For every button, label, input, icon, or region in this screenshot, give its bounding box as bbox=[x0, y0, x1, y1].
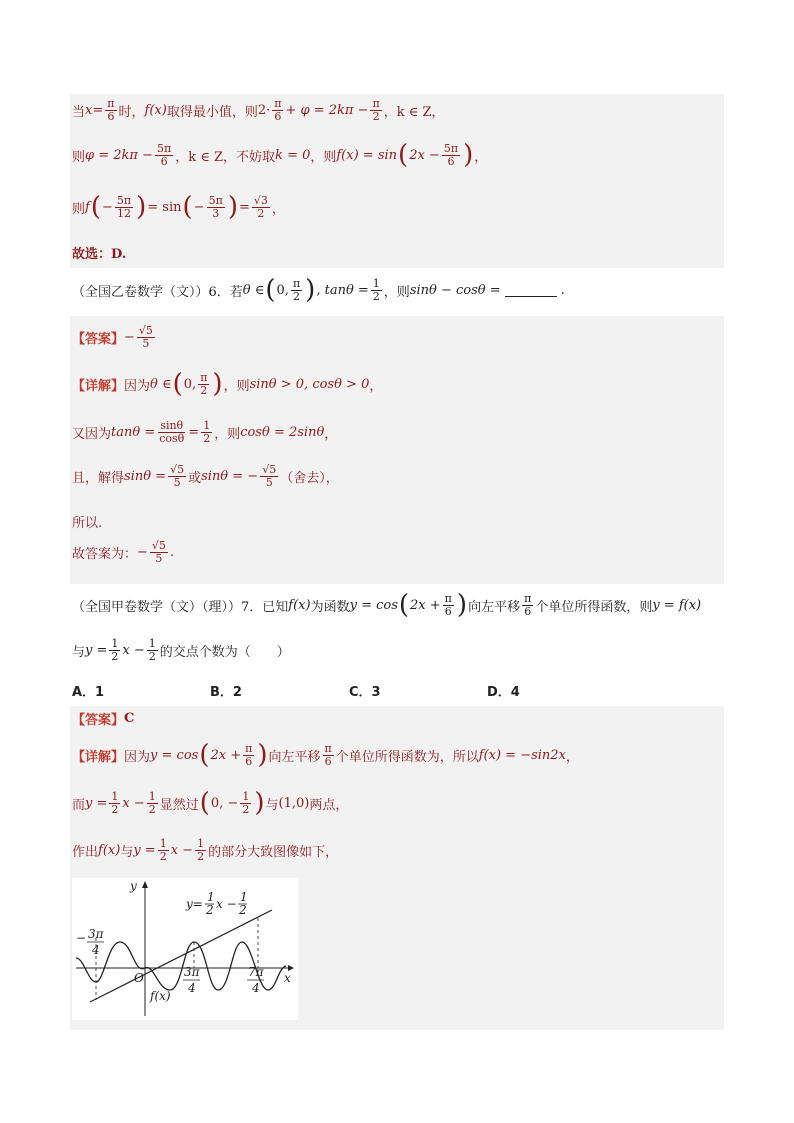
text: 则 bbox=[72, 149, 86, 165]
math: y = bbox=[85, 795, 108, 811]
fraction: $\frac{1}{2}$ bbox=[203, 419, 211, 445]
var-x: x bbox=[85, 103, 93, 118]
fraction: $\frac{1}{2}$ bbox=[197, 837, 205, 863]
math: x − bbox=[170, 843, 194, 858]
text: 向左平移 bbox=[268, 749, 321, 765]
answer-6 bbox=[72, 325, 157, 350]
text: 且，解得 bbox=[72, 471, 125, 486]
math: y = bbox=[85, 643, 108, 658]
y-arrow-icon bbox=[142, 881, 148, 888]
fraction: $\frac{1}{2}$ bbox=[372, 276, 380, 303]
math: 0, − bbox=[210, 795, 239, 811]
fraction: $\frac{\pi}{2}$ bbox=[372, 97, 380, 123]
fraction: $\frac{\pi}{6}$ bbox=[245, 741, 253, 768]
answer-label: 【答案】 bbox=[72, 713, 125, 728]
fraction: $\frac{5\pi}{3}$ bbox=[208, 193, 223, 220]
text: ，则 bbox=[214, 427, 241, 442]
text: = bbox=[92, 103, 104, 118]
text: 所以. bbox=[72, 516, 103, 531]
detail-6-line-4 bbox=[72, 512, 102, 531]
tick-neg-sign: − bbox=[76, 931, 87, 945]
option-b: B．2 bbox=[210, 685, 242, 700]
tick-7pi-4: 4 bbox=[252, 981, 260, 995]
detail-6-line-1: 【详解】 因为 θ ∈ ( 0, $\frac{\pi}{2}$ ) ，则 sinθ > 0, cosθ > 0 ， bbox=[72, 369, 383, 399]
text: 向左平移 bbox=[468, 599, 521, 615]
text: 为函数 bbox=[310, 599, 350, 615]
tick-3pi: 3π bbox=[184, 965, 200, 979]
text: 而 bbox=[72, 797, 86, 813]
text: 取得最小值，则 bbox=[166, 105, 258, 120]
math: sinθ = bbox=[124, 469, 167, 484]
math: 0, bbox=[183, 376, 197, 392]
math: f(x) bbox=[98, 843, 121, 858]
text: （舍去）， bbox=[280, 471, 339, 486]
fraction: $\frac{√5}{5}$ bbox=[151, 539, 166, 565]
line-y bbox=[90, 910, 272, 1002]
math: 2· bbox=[257, 103, 271, 118]
fraction: $\frac{\pi}{6}$ bbox=[107, 97, 115, 123]
graph-svg bbox=[72, 878, 298, 1020]
answer-label: 【答案】 bbox=[72, 332, 125, 347]
fraction: $\frac{1}{2}$ bbox=[159, 837, 167, 863]
fraction: $\frac{\sin\theta}{\cos\theta}$ bbox=[159, 419, 185, 445]
text: 因为 bbox=[124, 378, 151, 394]
solution-line-4 bbox=[72, 243, 126, 262]
text: 则 bbox=[72, 201, 86, 217]
fraction: $\frac{\pi}{6}$ bbox=[324, 741, 332, 768]
text: 的部分大致图像如下， bbox=[208, 845, 339, 860]
text: ，则 bbox=[223, 378, 250, 394]
option-d: D．4 bbox=[487, 685, 520, 700]
text: ， bbox=[474, 149, 488, 165]
fraction: $\frac{\pi}{6}$ bbox=[274, 97, 282, 123]
tick-3pi-4: 4 bbox=[188, 981, 196, 995]
fraction: $\frac{1}{2}$ bbox=[242, 789, 250, 816]
question-text: （全国甲卷数学（文）（理））7．已知 bbox=[72, 599, 289, 615]
fraction: $\frac{√5}{5}$ bbox=[262, 463, 277, 489]
text: 当 bbox=[72, 105, 86, 120]
text: ， bbox=[369, 378, 383, 394]
text: 故答案为： bbox=[72, 547, 138, 562]
text: ， bbox=[271, 201, 285, 217]
text: ，则 bbox=[310, 149, 337, 165]
text: ，则 bbox=[383, 284, 410, 300]
fraction: $\frac{1}{2}$ bbox=[148, 637, 156, 663]
math: f bbox=[85, 199, 90, 215]
text: 时， bbox=[118, 105, 145, 120]
math: (1,0) bbox=[278, 795, 310, 811]
math: y = cos bbox=[150, 747, 199, 763]
detail-label: 【详解】 bbox=[72, 378, 125, 394]
question-7-line-1: （全国甲卷数学（文）（理））7．已知 f(x) 为函数 y = cos ( 2x + $\frac{\pi}{6}$ ) 向左平移 $\frac{\pi}{6}$ 个单位所得函数，则 y = f(x) bbox=[72, 590, 702, 620]
tick-neg-3pi: 3π bbox=[88, 927, 104, 941]
x-axis-label: x bbox=[284, 971, 291, 985]
origin-label: O bbox=[134, 971, 144, 985]
answer-7 bbox=[72, 709, 134, 728]
math: 0, bbox=[276, 282, 289, 298]
text: . bbox=[560, 282, 565, 298]
math: f(x) bbox=[288, 597, 311, 613]
solution-line-2: 则 φ = 2kπ − $\frac{5\pi}{6}$ ，k ∈ Z，不妨取 k = 0 ，则 f(x) = sin ( 2x − $\frac{5\pi}{6}$ ) ， bbox=[72, 140, 488, 170]
detail-6-line-3 bbox=[72, 464, 339, 489]
math: , tanθ = bbox=[316, 282, 369, 298]
text: 个单位所得函数，则 bbox=[535, 599, 653, 615]
math: tanθ = bbox=[111, 425, 156, 440]
question-6: （全国乙卷数学（文））6．若 θ ∈ ( 0, $\frac{\pi}{2}$ ) , tanθ = $\frac{1}{2}$ ，则 sinθ − cosθ = . bbox=[72, 275, 565, 305]
line-label-num1: 1 bbox=[207, 890, 215, 904]
math: 2x − bbox=[409, 147, 440, 163]
math: 2x + bbox=[410, 597, 441, 613]
math: cosθ = 2sinθ bbox=[240, 425, 325, 440]
tick-7pi: 7π bbox=[248, 965, 264, 979]
text: 又因为 bbox=[72, 427, 112, 442]
text: 两点， bbox=[309, 797, 349, 813]
fraction: $\frac{1}{2}$ bbox=[148, 789, 156, 816]
math: f(x) = sin bbox=[336, 147, 398, 163]
option-a: A．1 bbox=[72, 685, 105, 700]
math: f(x) = −sin2x bbox=[478, 747, 566, 763]
y-axis-label: y bbox=[130, 879, 137, 893]
fraction: $\frac{√3}{2}$ bbox=[253, 193, 268, 220]
math: − bbox=[124, 330, 135, 345]
text: 或 bbox=[188, 471, 202, 486]
solution-line-1 bbox=[72, 98, 445, 123]
math: f(x) bbox=[144, 103, 167, 118]
text: ， bbox=[565, 749, 579, 765]
math: y = f(x) bbox=[652, 597, 702, 613]
detail-6-line-2 bbox=[72, 420, 337, 445]
text: 作出 bbox=[72, 845, 99, 860]
fraction: $\frac{\pi}{2}$ bbox=[292, 276, 301, 303]
math: k = 0 bbox=[275, 147, 311, 163]
fraction: $\frac{\pi}{2}$ bbox=[200, 370, 208, 397]
fraction: $\frac{1}{2}$ bbox=[111, 789, 119, 816]
line-label-den2: 2 bbox=[239, 903, 247, 917]
text: 与 bbox=[120, 845, 134, 860]
math: sinθ = − bbox=[201, 469, 259, 484]
fraction: $\frac{5\pi}{12}$ bbox=[116, 193, 132, 220]
text: ， bbox=[324, 427, 338, 442]
math: − bbox=[193, 199, 205, 215]
tick-neg-4: 4 bbox=[92, 943, 100, 957]
curve-label: f(x) bbox=[150, 989, 171, 1003]
math: = bbox=[238, 199, 250, 215]
line-label-den1: 2 bbox=[206, 903, 214, 917]
text: 因为 bbox=[124, 749, 151, 765]
text: 个单位所得函数为，所以 bbox=[335, 749, 479, 765]
answer-value: C bbox=[124, 711, 135, 726]
question-text: （全国乙卷数学（文））6．若 bbox=[72, 284, 243, 300]
text: ，k ∈ Z，不妨取 bbox=[175, 149, 276, 165]
line-label-x: x − bbox=[216, 897, 237, 911]
fraction: $\frac{5\pi}{6}$ bbox=[443, 141, 459, 168]
math: 2x + bbox=[210, 747, 242, 763]
math: = sin bbox=[147, 199, 182, 215]
math: x − bbox=[122, 643, 145, 658]
math: = bbox=[188, 425, 200, 440]
fraction: $\frac{\pi}{6}$ bbox=[444, 591, 452, 618]
math: θ ∈ bbox=[150, 376, 172, 392]
math: θ ∈ bbox=[242, 282, 265, 298]
fraction: $\frac{√5}{5}$ bbox=[170, 463, 185, 489]
math: x − bbox=[122, 795, 145, 811]
fraction: $\frac{1}{2}$ bbox=[111, 637, 119, 663]
function-graph bbox=[72, 878, 298, 1020]
math: y = cos bbox=[349, 597, 398, 613]
detail-7-line-1: 【详解】 因为 y = cos ( 2x + $\frac{\pi}{6}$ ) 向左平移 $\frac{\pi}{6}$ 个单位所得函数为，所以 f(x) = −sin2x ， bbox=[72, 740, 579, 770]
fraction: $\frac{\pi}{6}$ bbox=[524, 591, 532, 618]
text: . bbox=[169, 545, 175, 560]
math: − bbox=[137, 545, 148, 560]
text: 的交点个数为（ ） bbox=[159, 645, 290, 660]
detail-7-line-3 bbox=[72, 838, 338, 863]
answer-blank bbox=[505, 284, 557, 297]
choice-text: 故选：D. bbox=[72, 247, 127, 262]
math: sinθ > 0, cosθ > 0 bbox=[249, 376, 370, 392]
math: φ = 2kπ − bbox=[85, 147, 153, 163]
detail-7-line-2: 而 y = $\frac{1}{2}$ x − $\frac{1}{2}$ 显然过 ( 0, − $\frac{1}{2}$ ) 与 (1,0) 两点， bbox=[72, 788, 349, 818]
solution-line-3: 则 f ( − $\frac{5\pi}{12}$ ) = sin ( − $\frac{5\pi}{3}$ ) = $\frac{√3}{2}$ ， bbox=[72, 192, 285, 222]
detail-6-line-5 bbox=[72, 540, 174, 565]
detail-label: 【详解】 bbox=[72, 749, 125, 765]
fraction: $\frac{5\pi}{6}$ bbox=[157, 141, 172, 168]
math: ，k ∈ Z， bbox=[383, 105, 445, 120]
text: 与 bbox=[72, 645, 86, 660]
text: 与 bbox=[265, 797, 279, 813]
line-label-num2: 1 bbox=[240, 890, 248, 904]
option-c: C．3 bbox=[349, 685, 381, 700]
line-label-y: y= bbox=[186, 897, 203, 911]
question-7-line-2 bbox=[72, 638, 290, 663]
math: − bbox=[101, 199, 113, 215]
text: 显然过 bbox=[159, 797, 199, 813]
math: + φ = 2kπ − bbox=[285, 103, 369, 118]
fraction: $\frac{√5}{5}$ bbox=[138, 324, 153, 350]
math: y = bbox=[133, 843, 156, 858]
math: sinθ − cosθ = bbox=[409, 282, 501, 298]
